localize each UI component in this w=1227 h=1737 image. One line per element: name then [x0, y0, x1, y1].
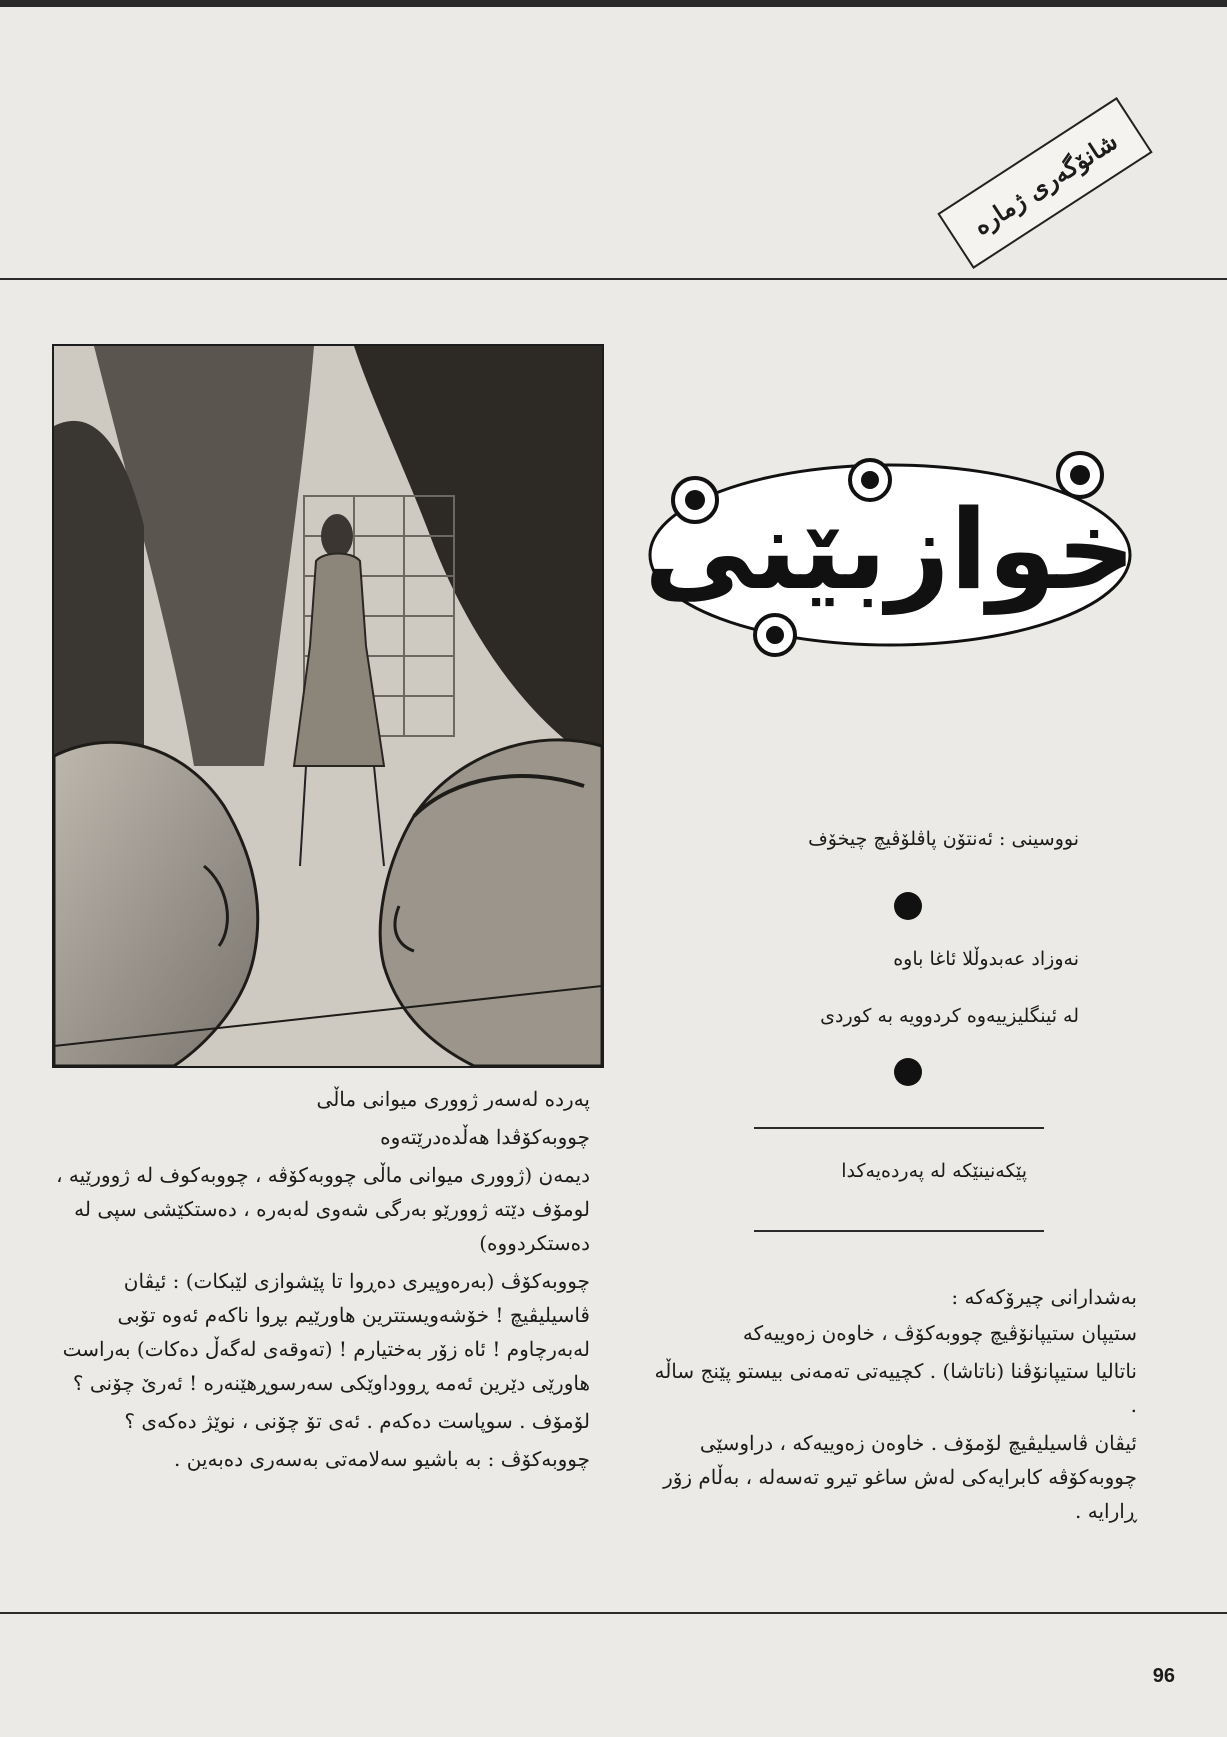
separator-dot — [894, 892, 922, 920]
genre-rule-top — [754, 1127, 1044, 1129]
genre-rule-bottom — [754, 1230, 1044, 1232]
top-edge-bar — [0, 0, 1227, 7]
play-title — [640, 440, 1140, 660]
translator-credit: نەوزاد عەبدوڵلا ئاغا باوە — [893, 948, 1079, 970]
title-text: خوازبێنی — [644, 486, 1136, 614]
author-credit: نووسینی : ئەنتۆن پاڤلۆڤیچ چیخۆف — [808, 828, 1079, 850]
text-paragraph: لۆمۆف . سوپاست دەکەم . ئەی تۆ چۆنی ، نوێژ دەکەی ؟ — [124, 1409, 590, 1433]
text-paragraph: دیمەن (ژووری میوانی ماڵی چووبەکۆڤە ، چووبەکوف لە ژوورێیە ، لومۆف دێتە ژوورێو بەرگی شەوی لەبەرە ، دەستکێشی سپی لە دەستکردووە) — [56, 1163, 590, 1255]
cast-item: ناتالیا ستیپانۆڤنا (ناتاشا) . کچییەتی تەمەنی بیستو پێنج ساڵە . — [654, 1359, 1137, 1417]
text-line: چووبەکۆڤدا هەڵدەدرێتەوە — [380, 1125, 590, 1149]
play-illustration — [52, 344, 604, 1068]
genre-note: پێکەنینێکە لە پەردەیەکدا — [841, 1160, 1027, 1182]
cast-item: ئیڤان ڤاسیلیڤیچ لۆمۆف . خاوەن زەوییەکە ، دراوسێی چووبەکۆڤە کابرایەکی لەش ساغو تیرو تەسەلە ، بەڵام زۆر ڕارایە . — [663, 1431, 1137, 1523]
separator-dot — [894, 1058, 922, 1086]
translation-note: لە ئینگلیزییەوە کردوویە بە کوردی — [820, 1005, 1079, 1027]
text-line: پەردە لەسەر ژووری میوانی ماڵی — [316, 1087, 590, 1111]
cast-list — [652, 1280, 1137, 1532]
footer-rule — [0, 1612, 1227, 1614]
section-stamp: شانۆگەری ژمارە — [937, 97, 1152, 269]
page-number: 96 — [1152, 1665, 1175, 1687]
text-paragraph: چووبەکۆڤ : بە باشیو سەلامەتی بەسەری دەبەین . — [173, 1447, 590, 1471]
header-rule — [0, 278, 1227, 280]
cast-heading: بەشدارانی چیرۆکەکە : — [951, 1285, 1137, 1309]
cast-item: ستیپان ستیپانۆڤیچ چووبەکۆڤ ، خاوەن زەوییەکە — [742, 1321, 1137, 1345]
left-column-text — [56, 1082, 590, 1480]
text-paragraph: چووبەکۆڤ (بەرەوپیری دەڕوا تا پێشوازی لێبکات) : ئیڤان ڤاسیلیڤیچ ! خۆشەویستترین هاورێیم بڕوا ناکەم ئەوە تۆبی لەبەرچاوم ! ئاە زۆر بەختیارم ! (تەوقەی لەگەڵ دەکات) بەراست هاورێی دێرین ئەمە ڕووداوێکی سەرسوڕهێنەرە ! ئەرێ چۆنی ؟ — [62, 1269, 590, 1395]
